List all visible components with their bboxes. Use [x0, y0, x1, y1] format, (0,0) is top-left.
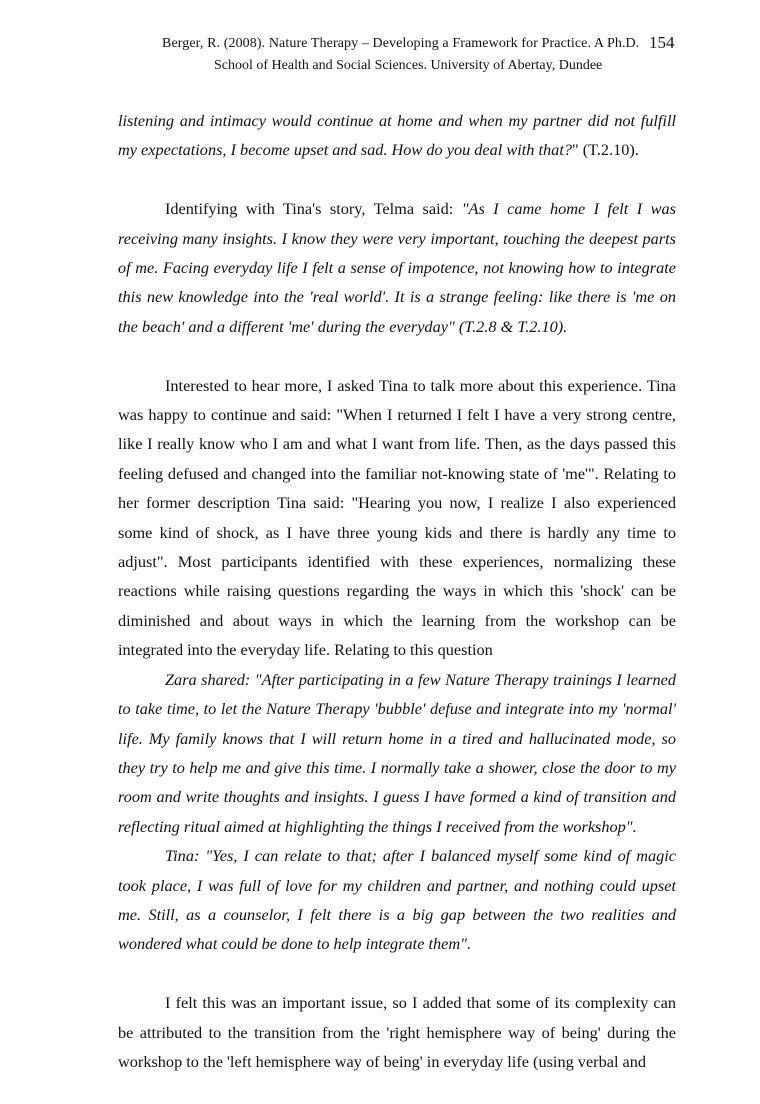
paragraph-telma: [118, 194, 676, 341]
paragraph-tina-question: [118, 106, 676, 165]
telma-quote: "As I came home I felt I was receiving many insights. I know they were very important, touching the deepest parts of me. Facing everyday life I felt a sense of impotence, not knowing how to integrate this new knowledge into the 'real world'. It is a strange feeling: like there is 'me on the beach' and a different 'me' during the everyday" (T.2.8 & T.2.10).: [118, 199, 676, 336]
telma-lead: Identifying with Tina's story, Telma said:: [165, 199, 462, 219]
zara-quote: Zara shared: "After participating in a few Nature Therapy trainings I learned to take time, to let the Nature Therapy 'bubble' defuse and integrate into my 'normal' life. My family knows that I will return home in a tired and hallucinated mode, so they try to help me and give this time. I normally take a shower, close the door to my room and write thoughts and insights. I guess I have formed a kind of transition and reflecting ritual aimed at highlighting the things I received from the workshop".: [118, 669, 676, 836]
page-body: [118, 106, 676, 1076]
tina-quote: listening and intimacy would continue at home and when my partner did not fulfill my expectations, I become upset and sad. How do you deal with that?: [118, 111, 676, 160]
page-number: 154: [649, 33, 675, 52]
paragraph-important-issue: I felt this was an important issue, so I added that some of its complexity can be attributed to the transition from the 'right hemisphere way of being' during the workshop to the 'left hemisphere way of being' in everyday life (using verbal and: [118, 993, 676, 1071]
tina-reply-quote: Tina: "Yes, I can relate to that; after I balanced myself some kind of magic took place, I was full of love for my children and partner, and nothing could upset me. Still, as a counselor, I felt there is a big gap between the two realities and wondered what could be done to help integrate them".: [118, 846, 676, 954]
header-citation-line-1: Berger, R. (2008). Nature Therapy – Developing a Framework for Practice. A Ph.D.: [162, 36, 640, 51]
paragraph-zara: [118, 665, 676, 841]
header-citation-line-2: School of Health and Social Sciences. University of Abertay, Dundee: [214, 58, 603, 73]
paragraph-tina-reply: [118, 841, 676, 959]
paragraph-interested: Interested to hear more, I asked Tina to talk more about this experience. Tina was happy to continue and said: "When I returned I felt I have a very strong centre, like I really know who I am and what I want from life. Then, as the days passed this feeling defused and changed into the familiar not-knowing state of 'me'". Relating to her former description Tina said: "Hearing you now, I realize I also experienced some kind of shock, as I have three young kids and there is hardly any time to adjust". Most participants identified with these experiences, normalizing these reactions while raising questions regarding the ways in which this 'shock' can be diminished and about ways in which the learning from the workshop can be integrated into the everyday life. Relating to this question: [118, 375, 676, 660]
page-header: [0, 0, 760, 90]
tina-quote-citation: " (T.2.10).: [571, 140, 639, 160]
